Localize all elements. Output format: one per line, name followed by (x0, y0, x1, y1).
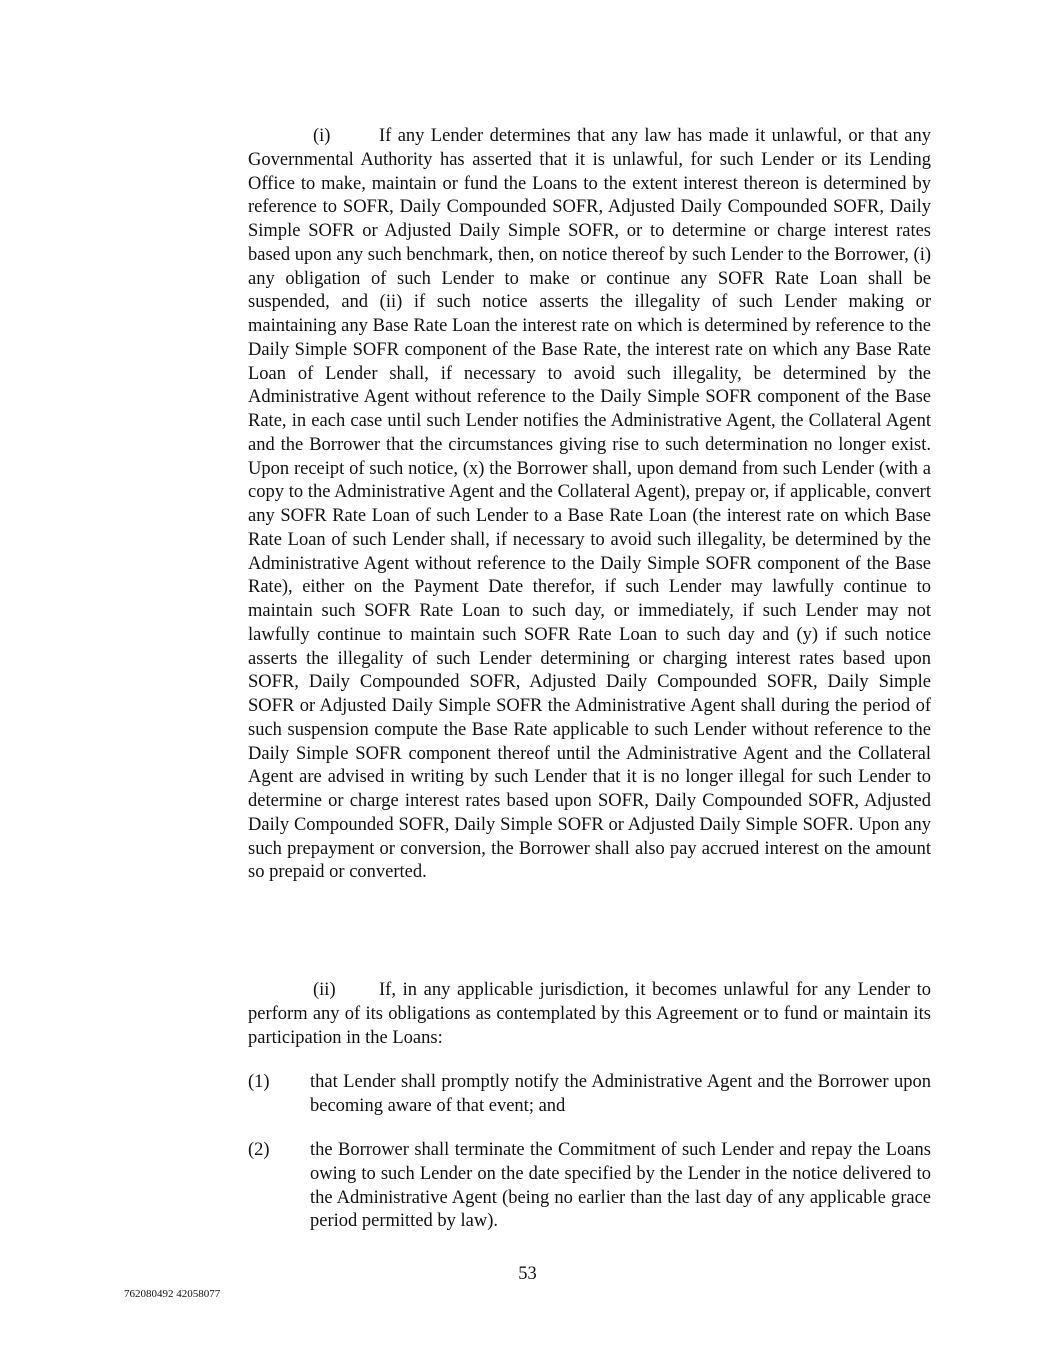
paragraph-i (248, 125, 931, 885)
list-item-text: the Borrower shall terminate the Commitment of such Lender and repay the Loans owing to such Lender on the date specified by the Lender in the notice delivered to the Administrative Agent (being no earlier than the last day of any applicable grace period permitted by law). (310, 1140, 931, 1232)
page-number: 53 (518, 1264, 537, 1284)
paragraph-ii-marker: (ii) (313, 980, 336, 1000)
list-item-2 (248, 1139, 931, 1234)
list-item-text: that Lender shall promptly notify the Administrative Agent and the Borrower upon becoming aware of that event; and (310, 1072, 931, 1116)
list-item-1 (248, 1071, 931, 1119)
paragraph-ii-text: If, in any applicable jurisdiction, it becomes unlawful for any Lender to perform any of its obligations as contemplated by this Agreement or to fund or maintain its participation in the Loans: (248, 980, 931, 1048)
paragraph-i-marker: (i) (313, 126, 331, 146)
list-item-number: (2) (248, 1140, 270, 1160)
paragraph-ii (248, 979, 931, 1050)
document-id: 762080492 42058077 (124, 1288, 221, 1300)
list-item-number: (1) (248, 1072, 270, 1092)
paragraph-i-text: If any Lender determines that any law has made it unlawful, or that any Governmental Authority has asserted that it is unlawful, for such Lender or its Lending Office to make, maintain or fund the Loans to the extent interest thereon is determined by reference to SOFR, Daily Compounded SOFR, Adjusted Daily Compounded SOFR, Daily Simple SOFR or Adjusted Daily Simple SOFR, or to determine or charge interest rates based upon any such benchmark, then, on notice thereof by such Lender to the Borrower, (i) any obligation of such Lender to make or continue any SOFR Rate Loan shall be suspended, and (ii) if such notice asserts the illegality of such Lender making or maintaining any Base Rate Loan the interest rate on which is determined by reference to the Daily Simple SOFR component of the Base Rate, the interest rate on which any Base Rate Loan of Lender shall, if necessary to avoid such illegality, be determined by the Administrative Agent without reference to the Daily Simple SOFR component of the Base Rate, in each case until such Lender notifies the Administrative Agent, the Collateral Agent and the Borrower that the circumstances giving rise to such determination no longer exist. Upon receipt of such notice, (x) the Borrower shall, upon demand from such Lender (with a copy to the Administrative Agent and the Collateral Agent), prepay or, if applicable, convert any SOFR Rate Loan of such Lender to a Base Rate Loan (the interest rate on which Base Rate Loan of such Lender shall, if necessary to avoid such illegality, be determined by the Administrative Agent without reference to the Daily Simple SOFR component of the Base Rate), either on the Payment Date therefor, if such Lender may lawfully continue to maintain such SOFR Rate Loan to such day, or immediately, if such Lender may not lawfully continue to maintain such SOFR Rate Loan to such day and (y) if such notice asserts the illegality of such Lender determining or charging interest rates based upon SOFR, Daily Compounded SOFR, Adjusted Daily Compounded SOFR, Daily Simple SOFR or Adjusted Daily Simple SOFR the Administrative Agent shall during the period of such suspension compute the Base Rate applicable to such Lender without reference to the Daily Simple SOFR component thereof until the Administrative Agent and the Collateral Agent are advised in writing by such Lender that it is no longer illegal for such Lender to determine or charge interest rates based upon SOFR, Daily Compounded SOFR, Adjusted Daily Compounded SOFR, Daily Simple SOFR or Adjusted Daily Simple SOFR. Upon any such prepayment or conversion, the Borrower shall also pay accrued interest on the amount so prepaid or converted. (248, 126, 931, 883)
